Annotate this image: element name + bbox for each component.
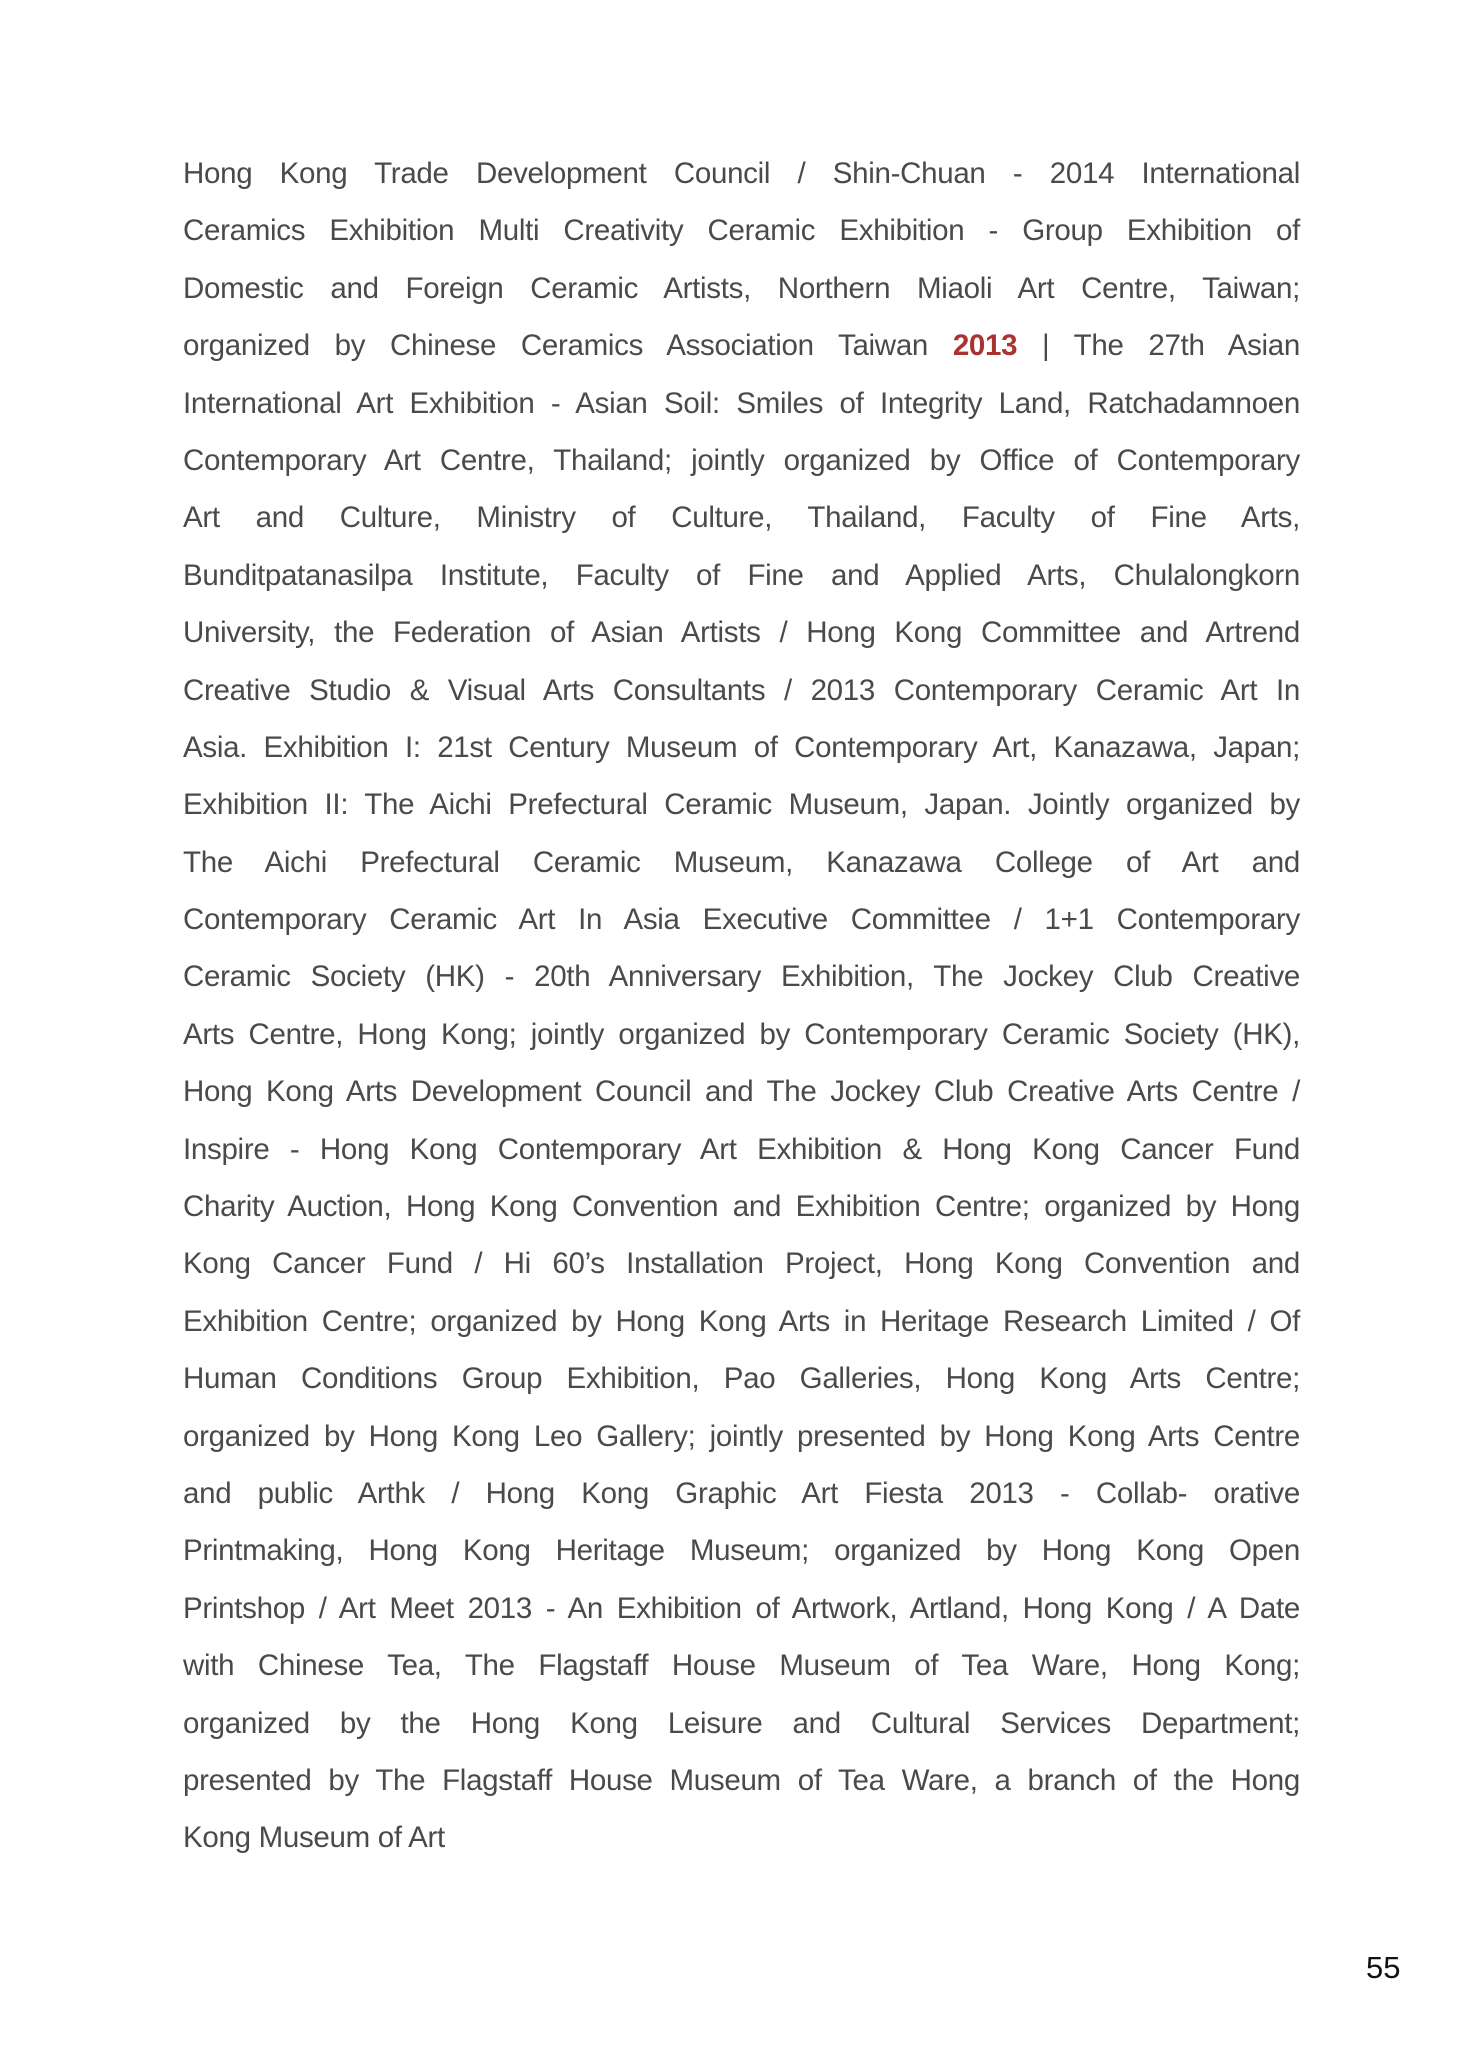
text-line: and public Arthk / Hong Kong Graphic Art Fiesta 2013 - Collab- orative: [183, 1476, 1300, 1510]
text-segment: organized by Chinese Ceramics Association Taiwan: [183, 329, 953, 363]
text-line: Printmaking, Hong Kong Heritage Museum; organized by Hong Kong Open: [183, 1534, 1300, 1568]
text-line: Exhibition II: The Aichi Prefectural Ceramic Museum, Japan. Jointly organized by: [183, 788, 1300, 822]
text-line: [183, 317, 1300, 374]
text-line: Exhibition Centre; organized by Hong Kong Arts in Heritage Research Limited / Of: [183, 1304, 1300, 1338]
text-line: Ceramic Society (HK) - 20th Anniversary Exhibition, The Jockey Club Creative: [183, 960, 1300, 994]
text-segment: | The 27th Asian: [1017, 329, 1300, 363]
year-heading-2013: 2013: [952, 329, 1018, 363]
text-line: International Art Exhibition - Asian Soil: Smiles of Integrity Land, Ratchadamnoen: [183, 386, 1300, 420]
text-line: Charity Auction, Hong Kong Convention and Exhibition Centre; organized by Hong: [183, 1190, 1300, 1224]
text-line: Human Conditions Group Exhibition, Pao Galleries, Hong Kong Arts Centre;: [183, 1362, 1300, 1396]
text-line: Domestic and Foreign Ceramic Artists, Northern Miaoli Art Centre, Taiwan;: [183, 271, 1300, 305]
text-line: Inspire - Hong Kong Contemporary Art Exhibition & Hong Kong Cancer Fund: [183, 1132, 1300, 1166]
text-line: Printshop / Art Meet 2013 - An Exhibition of Artwork, Artland, Hong Kong / A Date: [183, 1591, 1300, 1625]
text-line: Hong Kong Trade Development Council / Shin-Chuan - 2014 International: [183, 157, 1300, 190]
text-line: Hong Kong Arts Development Council and The Jockey Club Creative Arts Centre /: [183, 1075, 1300, 1109]
exhibition-history-text: [183, 145, 1300, 1867]
text-line: Asia. Exhibition I: 21st Century Museum of Contemporary Art, Kanazawa, Japan;: [183, 730, 1300, 764]
text-line: The Aichi Prefectural Ceramic Museum, Kanazawa College of Art and: [183, 845, 1300, 879]
text-line: University, the Federation of Asian Artists / Hong Kong Committee and Artrend: [183, 616, 1300, 650]
text-line: Kong Cancer Fund / Hi 60’s Installation Project, Hong Kong Convention and: [183, 1247, 1300, 1281]
text-line: Contemporary Art Centre, Thailand; jointly organized by Office of Contemporary: [183, 443, 1300, 477]
text-line: Art and Culture, Ministry of Culture, Thailand, Faculty of Fine Arts,: [183, 501, 1300, 535]
text-line: organized by the Hong Kong Leisure and Cultural Services Department;: [183, 1706, 1300, 1740]
page-number: 55: [1366, 1950, 1401, 1985]
text-line: with Chinese Tea, The Flagstaff House Museum of Tea Ware, Hong Kong;: [183, 1649, 1300, 1683]
text-line: Arts Centre, Hong Kong; jointly organized by Contemporary Ceramic Society (HK),: [183, 1017, 1300, 1051]
text-line: Creative Studio & Visual Arts Consultants / 2013 Contemporary Ceramic Art In: [183, 673, 1300, 707]
text-line: Kong Museum of Art: [183, 1821, 445, 1855]
text-line: presented by The Flagstaff House Museum of Tea Ware, a branch of the Hong: [183, 1763, 1300, 1797]
text-line: Ceramics Exhibition Multi Creativity Ceramic Exhibition - Group Exhibition of: [183, 214, 1300, 248]
text-line: organized by Hong Kong Leo Gallery; jointly presented by Hong Kong Arts Centre: [183, 1419, 1300, 1453]
text-line: Bunditpatanasilpa Institute, Faculty of Fine and Applied Arts, Chulalongkorn: [183, 558, 1300, 592]
text-line: Contemporary Ceramic Art In Asia Executive Committee / 1+1 Contemporary: [183, 903, 1300, 937]
